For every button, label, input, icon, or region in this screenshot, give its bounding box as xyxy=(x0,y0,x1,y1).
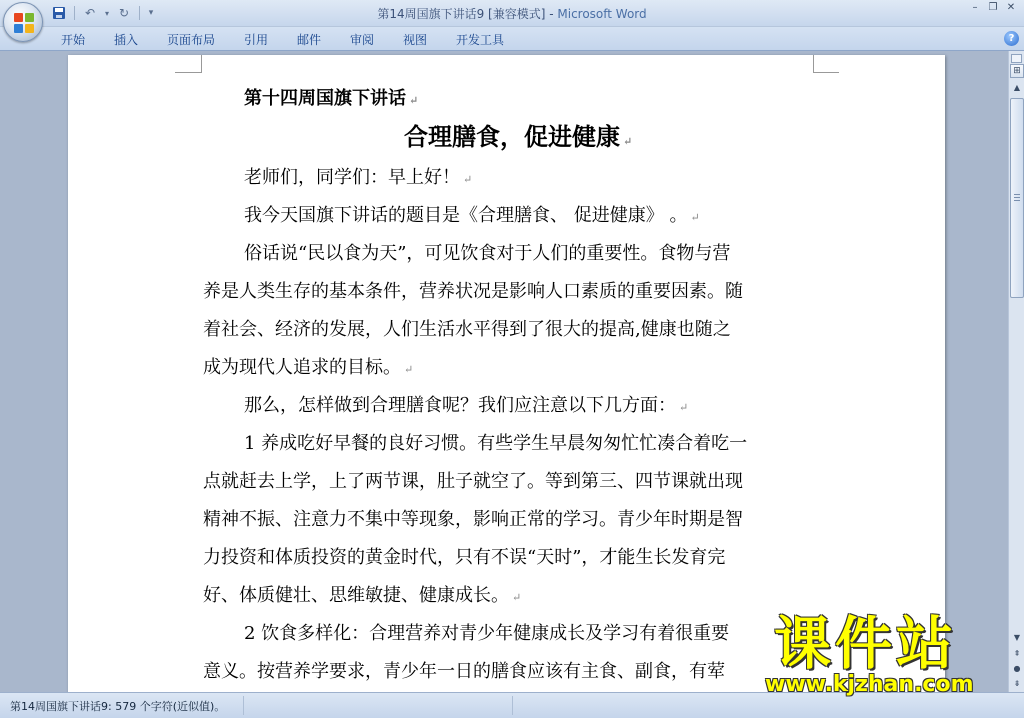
document-page[interactable] xyxy=(68,55,945,692)
paragraph-line: 力投资和体质投资的黄金时代，只有不误“天时”，才能生长发育完 xyxy=(203,547,726,568)
close-icon[interactable]: ✕ xyxy=(1006,2,1016,13)
paragraph-greeting: 老师们，同学们：早上好！ ↵ xyxy=(244,167,473,188)
undo-icon[interactable]: ↶ xyxy=(84,6,96,20)
watermark-url: www.kjzhan.com xyxy=(765,672,974,697)
paragraph-mark: ↵ xyxy=(690,211,700,224)
status-separator xyxy=(243,696,244,715)
next-page-icon[interactable]: ⇟ xyxy=(1013,679,1021,688)
restore-icon[interactable]: ❐ xyxy=(988,2,998,13)
tab-view[interactable]: 视图 xyxy=(403,33,428,47)
app-name: Microsoft Word xyxy=(557,7,647,21)
paragraph-line: 着社会、经济的发展，人们生活水平得到了很大的提高,健康也随之 xyxy=(203,319,731,340)
ribbon-tab-bar xyxy=(0,27,1024,51)
paragraph-mark: ↵ xyxy=(463,173,473,186)
window-title xyxy=(0,5,1024,22)
previous-page-icon[interactable]: ⇞ xyxy=(1013,649,1021,658)
split-handle[interactable] xyxy=(1011,54,1022,63)
paragraph-line: 精神不振、注意力不集中等现象，影响正常的学习。青少年时期是智 xyxy=(203,509,743,530)
vertical-scrollbar[interactable] xyxy=(1008,51,1024,692)
paragraph-mark: ↵ xyxy=(512,591,522,604)
redo-icon[interactable]: ↻ xyxy=(118,6,130,20)
document-heading: 第十四周国旗下讲话 ↵ xyxy=(244,88,419,109)
office-logo-icon xyxy=(14,13,34,33)
window-controls xyxy=(968,2,1018,13)
tab-developer[interactable]: 开发工具 xyxy=(456,33,505,47)
tab-insert[interactable]: 插入 xyxy=(114,33,139,47)
paragraph-topic: 我今天国旗下讲话的题目是《合理膳食、 促进健康》 。 ↵ xyxy=(244,205,700,226)
scroll-thumb[interactable] xyxy=(1010,98,1024,298)
paragraph-line: 成为现代人追求的目标。 ↵ xyxy=(203,357,414,378)
view-ruler-icon[interactable]: ⊞ xyxy=(1010,64,1024,78)
title-bar xyxy=(0,0,1024,27)
tab-review[interactable]: 审阅 xyxy=(350,33,375,47)
office-button[interactable] xyxy=(3,2,43,42)
document-name: 第14周国旗下讲话9 [兼容模式] - xyxy=(377,7,558,21)
paragraph-mark: ↵ xyxy=(409,94,419,107)
paragraph-line: 养是人类生存的基本条件，营养状况是影响人口素质的重要因素。随 xyxy=(203,281,743,302)
watermark-logo: 课件站 xyxy=(774,611,957,677)
status-separator xyxy=(512,696,513,715)
scroll-down-icon[interactable]: ▼ xyxy=(1013,633,1021,642)
grip-icon xyxy=(1014,194,1020,201)
document-area xyxy=(0,51,1008,692)
minimize-icon[interactable]: – xyxy=(972,2,978,13)
tab-page-layout[interactable]: 页面布局 xyxy=(167,33,216,47)
document-title: 合理膳食，促进健康 ↵ xyxy=(404,122,633,151)
paragraph-line: 点就赶去上学，上了两节课，肚子就空了。等到第三、四节课就出现 xyxy=(203,471,743,492)
paragraph-howto: 那么，怎样做到合理膳食呢？我们应注意以下几方面： ↵ xyxy=(244,395,689,416)
paragraph-line: 好、体质健壮、思维敏捷、健康成长。 ↵ xyxy=(203,585,522,606)
tab-home[interactable]: 开始 xyxy=(61,33,86,47)
paragraph-line: 意义。按营养学要求，青少年一日的膳食应该有主食、副食，有荤 xyxy=(203,661,725,682)
watermark xyxy=(760,612,1022,712)
help-icon[interactable]: ? xyxy=(1004,31,1019,46)
paragraph-line: 1 养成吃好早餐的良好习惯。有些学生早晨匆匆忙忙凑合着吃一 xyxy=(244,433,748,454)
paragraph-mark: ↵ xyxy=(623,135,633,148)
paragraph-line: 俗话说“民以食为天”，可见饮食对于人们的重要性。食物与营 xyxy=(244,243,731,264)
select-browse-object-icon[interactable]: ● xyxy=(1013,664,1021,673)
scroll-up-icon[interactable]: ▲ xyxy=(1013,83,1021,92)
paragraph-mark: ↵ xyxy=(404,363,414,376)
word-count-status[interactable]: 第14周国旗下讲话9: 579 个字符(近似值)。 xyxy=(10,700,226,713)
tab-references[interactable]: 引用 xyxy=(244,33,269,47)
paragraph-line: 2 饮食多样化：合理营养对青少年健康成长及学习有着很重要 xyxy=(244,623,730,644)
customize-toolbar-icon[interactable]: ▾ xyxy=(148,8,154,18)
crop-mark-right xyxy=(813,55,839,73)
paragraph-mark: ↵ xyxy=(679,401,689,414)
tab-mailings[interactable]: 邮件 xyxy=(297,33,322,47)
crop-mark-left xyxy=(175,55,202,73)
undo-dropdown-icon[interactable]: ▾ xyxy=(104,8,109,18)
